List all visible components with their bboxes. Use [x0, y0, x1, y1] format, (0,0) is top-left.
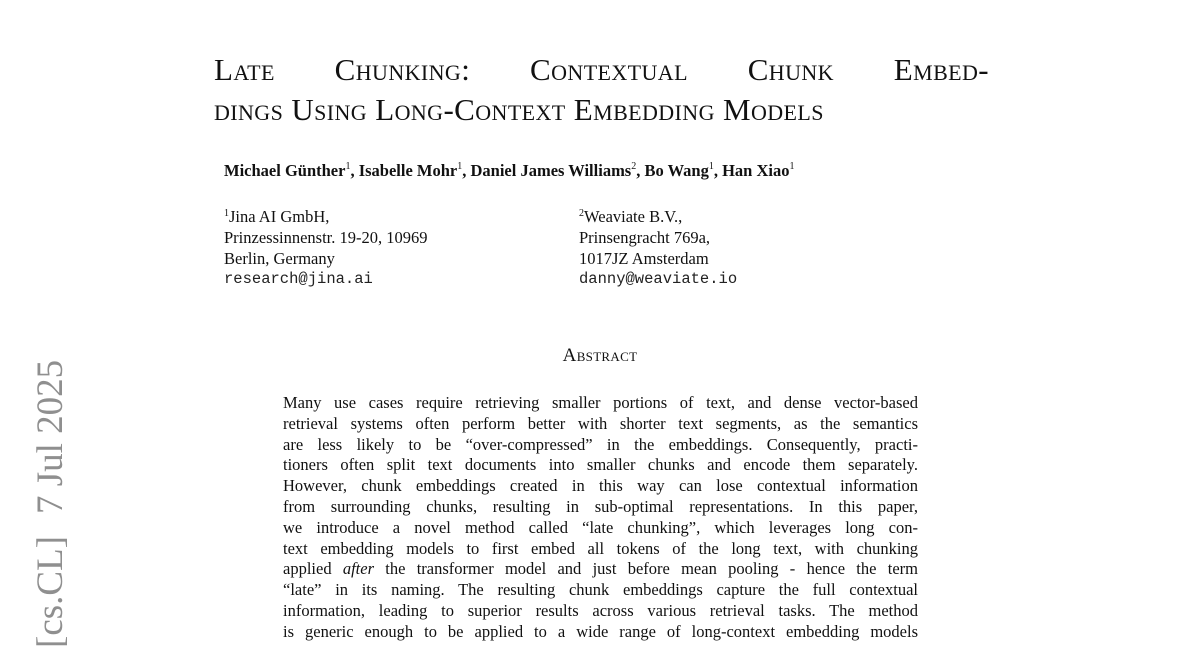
affiliation-street: Prinzessinnenstr. 19-20, 10969: [224, 228, 428, 247]
abstract-line: Many use cases require retrieving smaller portions of text, and dense vector-based: [283, 393, 918, 412]
abstract-line: “late” in its naming. The resulting chunk embeddings capture the full contextual: [283, 580, 918, 600]
author-affil-mark: 1: [789, 161, 795, 172]
abstract-line: retrieval systems often perform better with shorter text segments, as the semantics: [283, 413, 918, 433]
abstract-line: information, leading to superior results across various retrieval tasks. The method: [283, 600, 918, 620]
affiliation-jina: [224, 206, 428, 290]
affiliation-street: Prinsengracht 769a,: [579, 228, 711, 247]
author: [224, 161, 350, 180]
author-name: Daniel James Williams: [470, 161, 632, 180]
arxiv-category: [cs.CL]: [30, 536, 71, 648]
arxiv-stamp: [32, 360, 70, 648]
author: [722, 161, 794, 180]
affiliation-city: Berlin, Germany: [224, 249, 335, 268]
title-line-1: Late Chunking: Contextual Chunk Embed-: [214, 52, 989, 87]
affiliation-org: [224, 206, 428, 227]
arxiv-date: 7 Jul 2025: [30, 359, 71, 514]
author-affil-mark: 1: [457, 161, 463, 172]
abstract-text: the transformer model and just before mean pooling - hence the term: [374, 559, 918, 579]
affiliation-org-name: Jina AI GmbH,: [229, 207, 330, 226]
author-name: Michael Günther: [224, 161, 346, 180]
affiliation-email: research@jina.ai: [224, 270, 373, 288]
abstract-line: is generic enough to be applied to a wide range of long-context embedding models: [283, 621, 918, 641]
title-line-2: dings Using Long-Context Embedding Models: [214, 92, 824, 127]
author: [471, 161, 637, 180]
author-list: Michael Günther$^1$, Isabelle Mohr$^1$, Daniel James Williams$^2$, Bo Wang$^1$, Han Xiao$^1$: [224, 161, 795, 180]
abstract-text: applied: [283, 559, 343, 579]
abstract-body: [283, 393, 918, 643]
affiliation-mark: 1: [224, 208, 229, 219]
author-affil-mark: 1: [345, 161, 351, 172]
author: [644, 161, 713, 180]
author-affil-mark: 2: [631, 161, 637, 172]
author-name: Han Xiao: [722, 161, 790, 180]
affiliation-org-name: Weaviate B.V.,: [584, 207, 683, 226]
affiliation-weaviate: [579, 206, 737, 290]
abstract-line: from surrounding chunks, resulting in sub-optimal representations. In this paper,: [283, 496, 918, 516]
abstract-line: we introduce a novel method called “late chunking”, which leverages long con-: [283, 517, 918, 537]
abstract-line: are less likely to be “over-compressed” in the embeddings. Consequently, practi-: [283, 434, 918, 454]
abstract-heading: Abstract: [562, 345, 638, 366]
author-name: Bo Wang: [644, 161, 709, 180]
author-affil-mark: 1: [708, 161, 714, 172]
abstract-line: tioners often split text documents into smaller chunks and encode them separately.: [283, 455, 918, 475]
affiliation-mark: 2: [579, 208, 584, 219]
author: [359, 161, 463, 180]
affiliation-email: danny@weaviate.io: [579, 270, 738, 288]
author-name: Isabelle Mohr: [358, 161, 458, 180]
abstract-emphasis: after: [342, 559, 375, 579]
abstract-line: However, chunk embeddings created in this way can lose contextual information: [283, 476, 918, 496]
abstract-line: text embedding models to first embed all tokens of the long text, with chunking: [283, 538, 918, 558]
abstract-line: [283, 559, 918, 580]
affiliation-org: [579, 206, 737, 227]
affiliation-city: 1017JZ Amsterdam: [579, 249, 709, 268]
paper-title: [214, 50, 989, 130]
